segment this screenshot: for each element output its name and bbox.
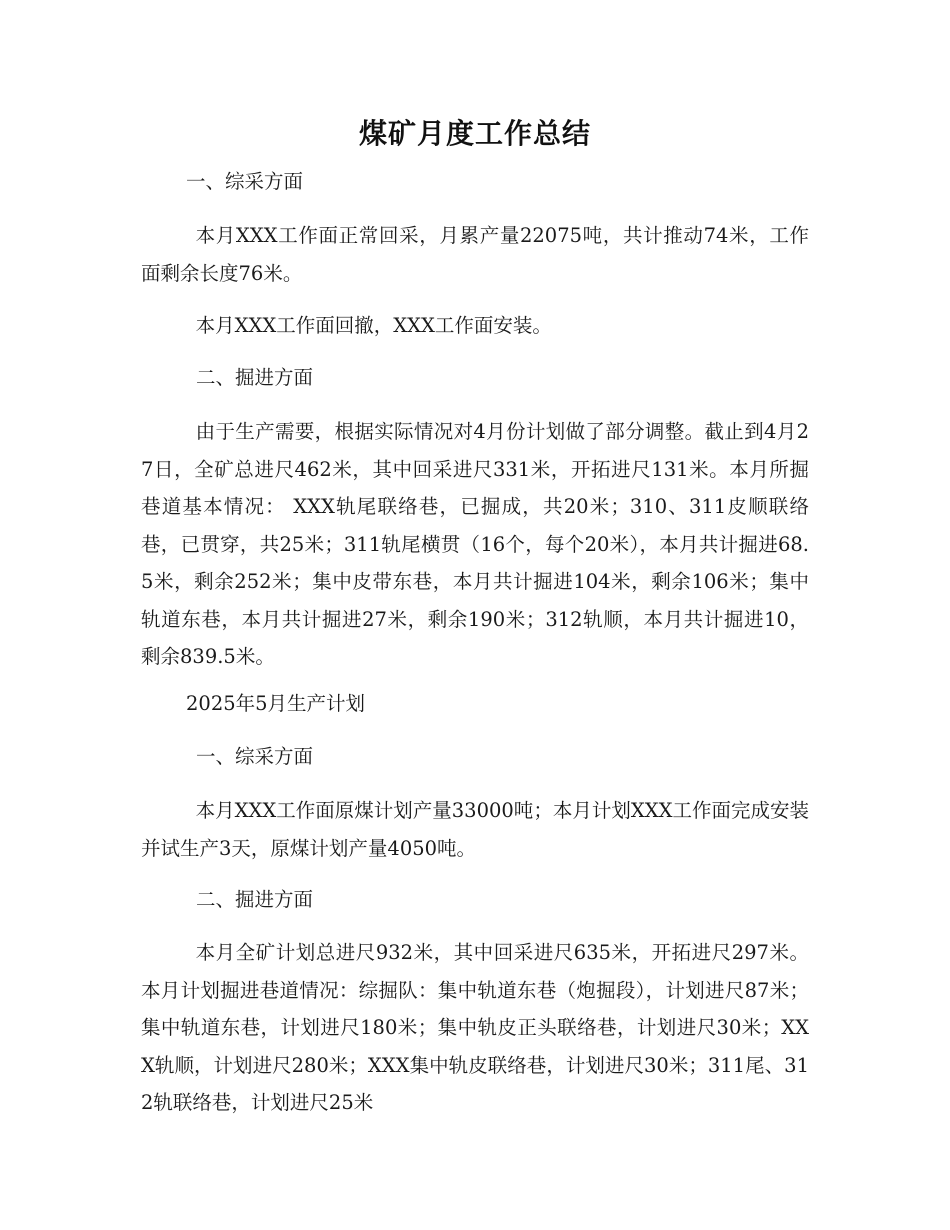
- plan-heading: 2025年5月生产计划: [186, 692, 366, 715]
- section1-heading: 一、综采方面: [186, 170, 304, 193]
- section1-paragraph-2: 本月XXX工作面回撤，XXX工作面安装。: [195, 314, 552, 337]
- plan-section1-paragraph: 本月XXX工作面原煤计划产量33000吨；本月计划XXX工作面完成安装并试生产3天，原煤计划产量4050吨。: [141, 799, 809, 860]
- plan-section2-paragraph: 本月全矿计划总进尺932米，其中回采进尺635米，开拓进尺297米。本月计划掘进巷道情况：综掘队：集中轨道东巷（炮掘段），计划进尺87米；集中轨道东巷，计划进尺180米；集中轨皮正头联络巷，计划进尺30米；XXX轨顺，计划进尺280米；XXX集中轨皮联络巷，计划进尺30米；311尾、312轨联络巷，计划进尺25米: [141, 941, 809, 1114]
- section2-paragraph: 由于生产需要，根据实际情况对4月份计划做了部分调整。截止到4月27日，全矿总进尺462米，其中回采进尺331米，开拓进尺131米。本月所掘巷道基本情况： XXX轨尾联络巷，已掘成，共20米；310、311皮顺联络巷，已贯穿，共25米；311轨尾横贯（16个，每个20米），本月共计掘进68.5米，剩余252米；集中皮带东巷，本月共计掘进104米，剩余106米；集中轨道东巷，本月共计掘进27米，剩余190米；312轨顺，本月共计掘进10，剩余839.5米。: [141, 420, 809, 668]
- plan-section2-heading: 二、掘进方面: [196, 888, 314, 911]
- section1-paragraph-1: 本月XXX工作面正常回采，月累产量22075吨，共计推动74米，工作面剩余长度76米。: [141, 224, 809, 285]
- plan-section1-heading: 一、综采方面: [196, 745, 314, 768]
- document-title: 煤矿月度工作总结: [358, 117, 591, 150]
- section2-heading: 二、掘进方面: [196, 366, 314, 389]
